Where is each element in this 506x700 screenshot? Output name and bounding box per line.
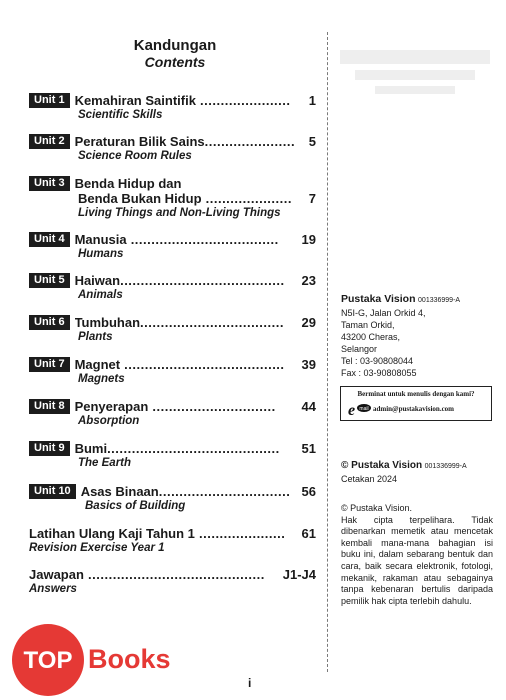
topbooks-logo (8, 620, 193, 700)
toc-entry-unit-7[interactable] (29, 357, 316, 386)
unit-badge: Unit 5 (29, 273, 70, 288)
unit-badge: Unit 10 (29, 484, 76, 499)
entry-page: 61 (301, 526, 316, 541)
telephone: Tel : 03-90808044 (341, 356, 414, 366)
publisher-info (341, 293, 491, 379)
toc-entry-unit-10[interactable] (29, 484, 316, 513)
write-with-us-box (340, 386, 492, 421)
entry-title: Kemahiran Saintifik ...................... (74, 93, 291, 108)
entry-title: Manusia .................................... (74, 232, 279, 247)
column-divider (327, 32, 328, 672)
entry-subtitle: Basics of Building (85, 500, 186, 512)
page-number: i (248, 676, 252, 690)
entry-page: 1 (308, 93, 316, 108)
address-line: Selangor (341, 344, 378, 354)
entry-page: 51 (301, 441, 316, 456)
copyright-block (341, 459, 467, 485)
email-icon (348, 401, 372, 417)
entry-title: Magnet ....................................... (74, 357, 285, 372)
toc-subtitle: Contents (144, 54, 206, 70)
toc-entry-unit-6[interactable] (29, 315, 316, 344)
entry-subtitle: Scientific Skills (78, 109, 163, 121)
entry-title: Asas Binaan................................ (80, 484, 291, 499)
entry-page: 23 (301, 273, 316, 288)
unit-badge: Unit 3 (29, 176, 70, 191)
toc-entry-unit-4[interactable] (29, 232, 316, 261)
unit-badge: Unit 7 (29, 357, 70, 372)
copyright-line: © Pustaka Vision (341, 460, 423, 471)
entry-subtitle: Answers (29, 583, 77, 595)
unit-badge: Unit 2 (29, 134, 70, 149)
entry-page: 56 (301, 484, 316, 499)
entry-subtitle: Living Things and Non-Living Things (78, 207, 281, 219)
entry-title: Bumi.......................................... (74, 441, 280, 456)
rights-notice (341, 503, 493, 607)
publisher-heading (341, 293, 491, 307)
entry-page: 5 (308, 134, 316, 149)
svg-text:mail: mail (359, 406, 369, 412)
toc-entry-unit-1[interactable] (29, 93, 316, 122)
toc-entry-unit-9[interactable] (29, 441, 316, 470)
entry-subtitle: Science Room Rules (78, 150, 192, 162)
entry-title: Peraturan Bilik Sains...................... (74, 134, 296, 149)
unit-badge: Unit 8 (29, 399, 70, 414)
entry-title: Penyerapan .............................. (74, 399, 276, 414)
entry-title: Latihan Ulang Kaji Tahun 1 ..................... (29, 526, 286, 541)
unit-badge: Unit 4 (29, 232, 70, 247)
write-with-us-question: Berminat untuk menulis dengan kami? (357, 390, 475, 398)
address-line: N5I-G, Jalan Orkid 4, (341, 308, 426, 318)
entry-page: J1-J4 (282, 567, 316, 582)
unit-badge: Unit 1 (29, 93, 70, 108)
rights-text: Hak cipta terpelihara. Tidak dibenarkan memetik atau mencetak kembali mana-mana bahagian isi buku ini, dalam sebarang bentuk dan cara, baik secara elektronik, fotologi, mekanik, rakaman atau sebagainya tanpa kebenaran bertulis daripada pemilik hak cipta terlebih dahulu. (341, 514, 493, 606)
entry-page: 19 (301, 232, 316, 247)
entry-subtitle: Absorption (78, 415, 140, 427)
entry-subtitle: The Earth (78, 457, 132, 469)
svg-text:e: e (348, 402, 356, 417)
address-line: Taman Orkid, (341, 320, 395, 330)
toc-entry-unit-2[interactable] (29, 134, 316, 163)
entry-subtitle: Animals (78, 289, 123, 301)
toc-entry-unit-8[interactable] (29, 399, 316, 428)
entry-title: Jawapan ........................................... (29, 567, 265, 582)
unit-badge: Unit 9 (29, 441, 70, 456)
svg-text:Books: Books (88, 644, 171, 674)
svg-text:TOP: TOP (23, 647, 73, 674)
entry-page: 29 (301, 315, 316, 330)
publisher-name: Pustaka Vision (341, 293, 416, 305)
toc-entry-unit-5[interactable] (29, 273, 316, 302)
toc-entry-answers[interactable] (29, 567, 316, 596)
entry-title: Tumbuhan................................... (74, 315, 284, 330)
publisher-reg-no: 001336999-A (418, 297, 461, 304)
entry-page: 39 (301, 357, 316, 372)
entry-page: 44 (301, 399, 316, 414)
contact-email[interactable]: admin@pustakavision.com (373, 405, 455, 413)
toc-heading (100, 37, 250, 70)
edition: Cetakan 2024 (341, 474, 398, 484)
unit-badge: Unit 6 (29, 315, 70, 330)
entry-title: Benda Bukan Hidup ..................... (78, 191, 292, 206)
address-line: 43200 Cheras, (341, 332, 401, 342)
entry-title: Haiwan........................................ (74, 273, 285, 288)
toc-entry-unit-3[interactable] (29, 176, 316, 220)
entry-subtitle: Magnets (78, 373, 125, 385)
entry-title-line-1: Benda Hidup dan (74, 176, 182, 191)
toc-entry-revision[interactable] (29, 526, 316, 555)
toc-title: Kandungan (133, 37, 217, 54)
copyright-reg-no: 001336999-A (424, 463, 467, 470)
watermark-graphic (335, 40, 495, 110)
entry-page: 7 (308, 191, 316, 206)
rights-holder: © Pustaka Vision. (341, 503, 413, 513)
fax: Fax : 03-90808055 (341, 368, 417, 378)
entry-subtitle: Revision Exercise Year 1 (29, 542, 165, 554)
entry-subtitle: Humans (78, 248, 124, 260)
entry-subtitle: Plants (78, 331, 113, 343)
